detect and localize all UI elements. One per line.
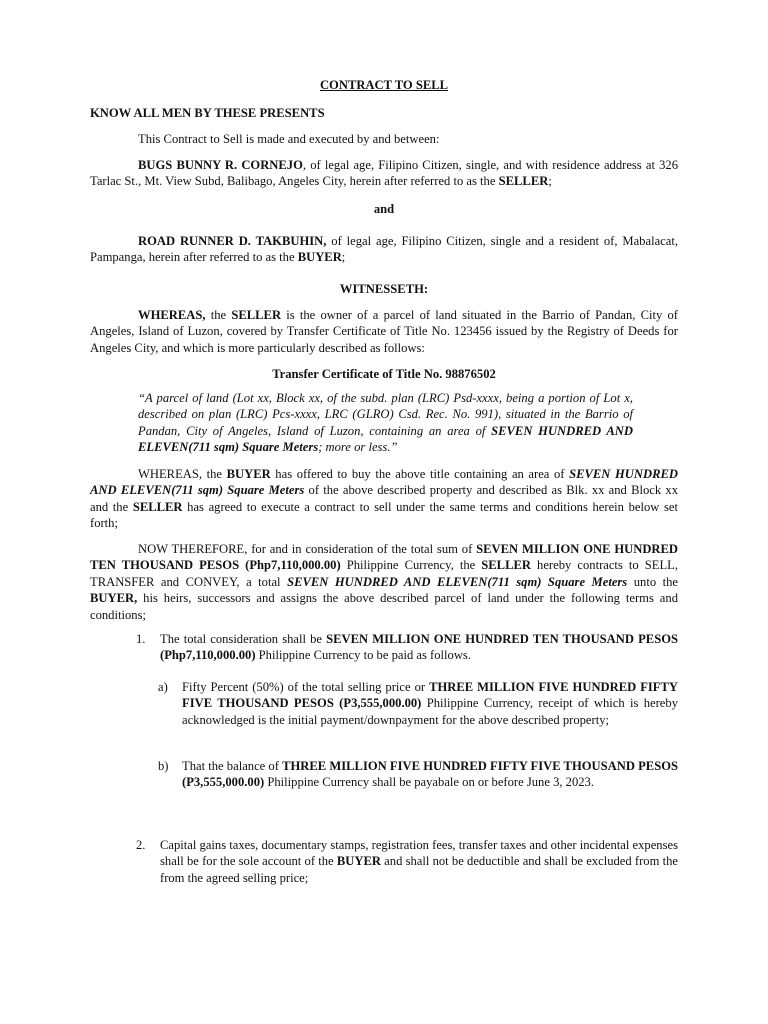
term-2-number: 2. <box>136 838 146 852</box>
whereas2-seller: SELLER <box>132 499 183 514</box>
term-1-amount: SEVEN MILLION ONE HUNDRED TEN THOUSAND PESOS (Php7,110,000.00) <box>160 632 678 663</box>
whereas2-text4: has agreed to execute a contract to sell under the same terms and conditions herein below set forth; <box>90 499 678 531</box>
term-2-text: Capital gains taxes, documentary stamps, registration fees, transfer taxes and other incidental expenses shall be for the sole account of the BUYER and shall not be deductible and shall be excluded from the from the agreed selling price; <box>160 838 678 885</box>
now-text4: unto the <box>627 574 679 589</box>
buyer-name: ROAD RUNNER D. TAKBUHIN, <box>138 234 327 248</box>
whereas2-text3: of the above described property and described as Blk. xx and Block xx and the <box>90 483 678 514</box>
now-text2: Philippine Currency, the <box>340 558 482 573</box>
whereas-lead: WHEREAS, <box>138 308 206 322</box>
term-item-2 <box>136 837 678 886</box>
seller-party-paragraph <box>90 157 678 190</box>
term-2-buyer: BUYER <box>336 854 381 869</box>
term-1b-text: That the balance of THREE MILLION FIVE HUNDRED FIFTY FIVE THOUSAND PESOS (P3,555,000.00) Philippine Currency shall be payabale on or before June 3, 2023. <box>182 759 679 790</box>
whereas-owner-paragraph <box>90 307 678 356</box>
now-therefore-paragraph <box>90 541 678 623</box>
buyer-role: BUYER <box>297 250 342 265</box>
now-text3: hereby contracts to SELL, TRANSFER and CONVEY, a total <box>90 558 678 589</box>
tct-heading: Transfer Certificate of Title No. 98876502 <box>272 367 496 381</box>
term-1a-mark: a) <box>158 680 168 694</box>
description-end: ; more or less.” <box>318 440 398 455</box>
now-area: SEVEN HUNDRED AND ELEVEN(711 sqm) Square Meters <box>287 574 628 589</box>
whereas-text: the <box>205 308 232 322</box>
whereas2-text2: has offered to buy the above title containing an area of <box>270 467 570 481</box>
seller-name: BUGS BUNNY R. CORNEJO <box>138 158 303 172</box>
intro-paragraph: This Contract to Sell is made and executed by and between: <box>138 132 440 146</box>
now-text: NOW THEREFORE, for and in consideration of the total sum of <box>138 542 477 556</box>
document-title: CONTRACT TO SELL <box>319 78 449 92</box>
know-all-heading: KNOW ALL MEN BY THESE PRESENTS <box>90 106 325 120</box>
witnesseth-heading: WITNESSETH: <box>339 282 429 296</box>
whereas-text-rest: is the owner of a parcel of land situated in the Barrio of Pandan, City of Angeles, Island of Luzon, covered by Transfer Certificate of Title No. 123456 issued by the Registry of Deeds for Angeles City, and which is more particularly described as follows: <box>90 308 678 355</box>
seller-role: SELLER <box>498 174 549 189</box>
seller-party-text: , of legal age, Filipino Citizen, single, and with residence address at 326 Tarlac St., Mt. View Subd, Balibago, Angeles City, herein after referred to as the <box>90 158 678 189</box>
term-1-number: 1. <box>136 632 146 646</box>
whereas2-buyer: BUYER <box>226 467 271 481</box>
whereas-seller: SELLER <box>231 308 282 322</box>
term-1a-text: Fifty Percent (50%) of the total selling price or THREE MILLION FIVE HUNDRED FIFTY FIVE THOUSAND PESOS (P3,555,000.00) Philippine Currency, receipt of which is hereby acknowledged is the initial payment/downpayment for the above described property; <box>182 680 678 727</box>
seller-party-end: ; <box>548 174 552 189</box>
term-1b-mark: b) <box>158 759 169 773</box>
term-1-text: The total consideration shall be SEVEN MILLION ONE HUNDRED TEN THOUSAND PESOS (Php7,110,000.00) Philippine Currency to be paid as follows. <box>160 632 678 663</box>
term-item-1 <box>136 631 678 664</box>
buyer-party-text: of legal age, Filipino Citizen, single and a resident of, Mabalacat, Pampanga, herein after referred to as the <box>90 234 678 265</box>
now-seller: SELLER <box>481 558 531 573</box>
term-1a-amount: THREE MILLION FIVE HUNDRED FIFTY FIVE THOUSAND PESOS (P3,555,000.00) <box>182 680 678 711</box>
description-text: “A parcel of land (Lot xx, Block xx, of the subd. plan (LRC) Psd-xxxx, being a portion of Lot x, described on plan (LRC) Pcs-xxxx, LRC (GLRO) Csd. Rec. No. 991), situated in the Barrio of Pandan, City of Angeles, Island of Luzon, containing an area of <box>138 391 633 438</box>
buyer-party-paragraph <box>90 233 678 266</box>
whereas2-area: SEVEN HUNDRED AND ELEVEN(711 sqm) Square Meters <box>90 467 678 498</box>
whereas-buyer-paragraph <box>90 466 678 532</box>
description-area: SEVEN HUNDRED AND ELEVEN(711 sqm) Square Meters <box>138 423 633 455</box>
now-amount: SEVEN MILLION ONE HUNDRED TEN THOUSAND PESOS (Php7,110,000.00) <box>90 542 679 573</box>
now-text5: his heirs, successors and assigns the above described parcel of land under the following terms and conditions; <box>90 591 678 622</box>
and-separator: and <box>373 202 395 216</box>
now-buyer: BUYER, <box>90 591 138 606</box>
term-item-1a <box>158 679 678 728</box>
term-1b-amount: THREE MILLION FIVE HUNDRED FIFTY FIVE THOUSAND PESOS (P3,555,000.00) <box>182 759 679 790</box>
whereas2-text: WHEREAS, the <box>138 467 227 481</box>
property-description <box>138 390 633 456</box>
term-item-1b <box>158 758 678 791</box>
buyer-party-end: ; <box>341 250 346 265</box>
